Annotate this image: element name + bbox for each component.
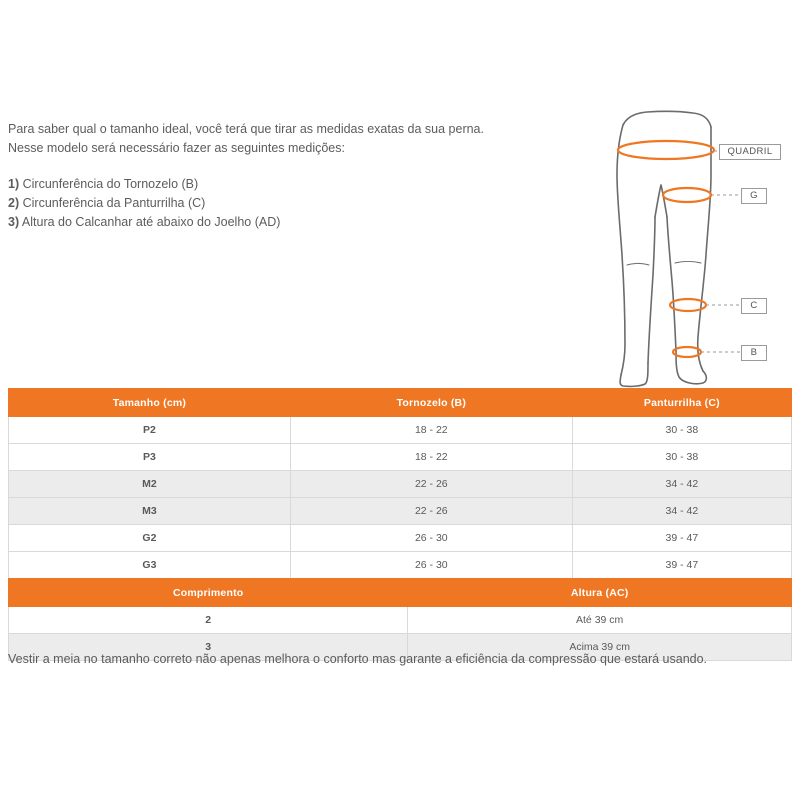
table-row [9, 417, 792, 444]
cell-size: P3 [9, 444, 291, 471]
measure-item-3-label: Altura do Calcanhar até abaixo do Joelho (AD) [21, 215, 281, 229]
cell-size: G3 [9, 552, 291, 579]
cell-calf: 34 - 42 [572, 498, 791, 525]
cell-size: M2 [9, 471, 291, 498]
table-row [9, 444, 792, 471]
measure-item-3 [8, 213, 588, 232]
size-table-header-tamanho: Tamanho (cm) [9, 389, 291, 417]
size-table-wrapper [8, 388, 792, 579]
cell-ankle: 26 - 30 [290, 525, 572, 552]
cell-height: Acima 39 cm [408, 634, 792, 661]
size-table-header-panturrilha: Panturrilha (C) [572, 389, 791, 417]
measure-item-2 [8, 194, 588, 213]
table-row [9, 607, 792, 634]
length-table-header-comprimento: Comprimento [9, 579, 408, 607]
table-row [9, 552, 792, 579]
footnote-text: Vestir a meia no tamanho correto não apenas melhora o conforto mas garante a eficiência da compressão que estará usando. [8, 652, 708, 666]
table-row [9, 498, 792, 525]
cell-calf: 30 - 38 [572, 417, 791, 444]
length-table-head [9, 579, 792, 607]
callout-c: C [741, 298, 767, 314]
measure-item-2-number: 2) [8, 196, 20, 210]
cell-ankle: 22 - 26 [290, 498, 572, 525]
cell-size: P2 [9, 417, 291, 444]
cell-ankle: 22 - 26 [290, 471, 572, 498]
table-header-row [9, 579, 792, 607]
cell-length: 2 [9, 607, 408, 634]
size-table-header-tornozelo: Tornozelo (B) [290, 389, 572, 417]
size-table-body [9, 417, 792, 579]
measure-item-2-label: Circunferência da Panturrilha (C) [22, 196, 206, 210]
cell-calf: 34 - 42 [572, 471, 791, 498]
measure-item-1 [8, 175, 588, 194]
callout-quadril: QUADRIL [719, 144, 781, 160]
cell-calf: 30 - 38 [572, 444, 791, 471]
measure-item-3-number: 3) [8, 215, 20, 229]
size-table-head [9, 389, 792, 417]
measure-item-1-number: 1) [8, 177, 20, 191]
intro-line-2: Nesse modelo será necessário fazer as seguintes medições: [8, 141, 345, 155]
leg-measurement-diagram [575, 105, 790, 395]
length-table-header-altura: Altura (AC) [408, 579, 792, 607]
table-header-row [9, 389, 792, 417]
intro-line-1: Para saber qual o tamanho ideal, você terá que tirar as medidas exatas da sua perna. [8, 122, 484, 136]
cell-ankle: 18 - 22 [290, 417, 572, 444]
callout-g: G [741, 188, 767, 204]
cell-ankle: 18 - 22 [290, 444, 572, 471]
cell-calf: 39 - 47 [572, 552, 791, 579]
measure-item-1-label: Circunferência do Tornozelo (B) [22, 177, 199, 191]
cell-size: M3 [9, 498, 291, 525]
size-table [8, 388, 792, 579]
cell-ankle: 26 - 30 [290, 552, 572, 579]
length-table-wrapper [8, 578, 792, 661]
cell-calf: 39 - 47 [572, 525, 791, 552]
table-row [9, 471, 792, 498]
cell-length: 3 [9, 634, 408, 661]
cell-height: Até 39 cm [408, 607, 792, 634]
table-row [9, 525, 792, 552]
cell-size: G2 [9, 525, 291, 552]
callout-b: B [741, 345, 767, 361]
intro-text [8, 120, 588, 232]
length-table [8, 578, 792, 661]
